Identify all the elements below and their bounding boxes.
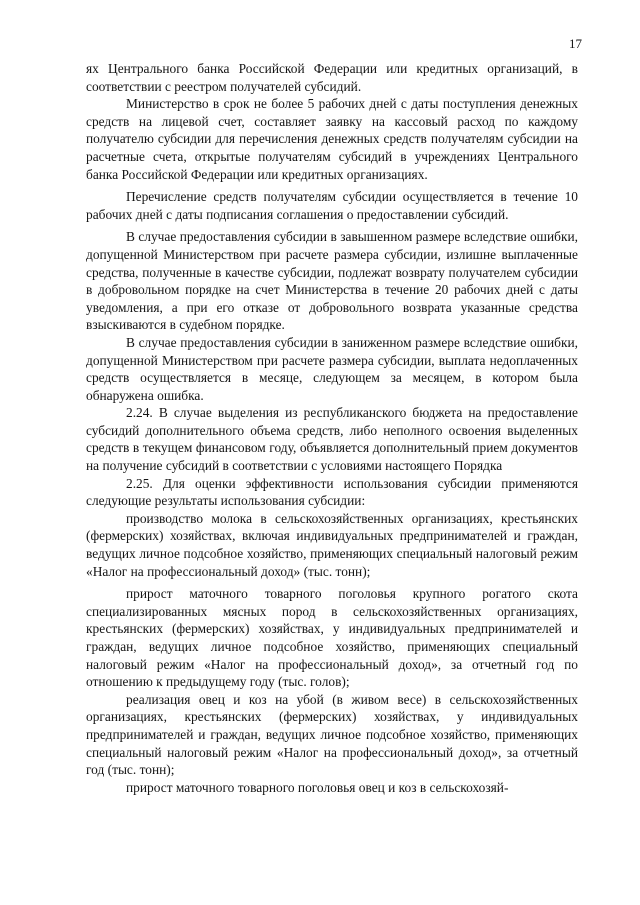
paragraph-continuation: ях Центрального банка Российской Федерации или кредитных организаций, в соответствии с реестром получателей субсидий. [86, 61, 578, 94]
paragraph-ministry-request: Министерство в срок не более 5 рабочих дней с даты поступления денежных средств на лицевой счет, составляет заявку на кассовый расход по каждому получателю субсидии для перечисления денежных средств получателям субсидии на расчетные счета, открытые получателям субсидий в учреждениях Центрального банка Российской Федерации или кредитных организациях. [86, 96, 578, 182]
result-sheep-goat-growth: прирост маточного товарного поголовья овец и коз в сельскохозяй- [126, 779, 509, 795]
result-milk-production: производство молока в сельскохозяйственных организациях, крестьянских (фермерских) хозяйствах, включая индивидуальных предпринимателей и граждан, ведущих личное подсобное хозяйство, применяющих специальный налоговый режим «Налог на профессиональный доход» (тыс. тонн); [86, 510, 578, 579]
paragraph-2-25: 2.25. Для оценки эффективности использования субсидии применяются следующие результаты использования субсидии: [86, 475, 578, 509]
document-body [86, 60, 578, 796]
paragraph-overpayment: В случае предоставления субсидии в завышенном размере вследствие ошибки, допущенной Министерством при расчете размера субсидии, излишне выплаченные средства, полученные в качестве субсидии, подлежат возврату получателем субсидии в добровольном порядке на счет Министерства в течение 20 рабочих дней с даты уведомления, а при его отказе от добровольного возврата указанные средства взыскиваются в судебном порядке. [86, 229, 578, 333]
page-number: 17 [569, 36, 582, 51]
paragraph-2-24: 2.24. В случае выделения из республиканского бюджета на предоставление субсидий дополнительного объема средств, либо неполного освоения выделенных средств в текущем финансовом году, объявляется дополнительный прием документов на получение субсидий в соответствии с условиями настоящего Порядка [86, 405, 578, 474]
result-cattle-growth: прирост маточного товарного поголовья крупного рогатого скота специализированных мясных пород в сельскохозяйственных организациях, крестьянских (фермерских) хозяйствах, у индивидуальных предпринимателей и граждан, ведущих личное подсобное хозяйство, применяющих специальный налоговый режим «Налог на профессиональный доход», за отчетный год по отношению к предыдущему году (тыс. голов); [86, 586, 578, 690]
paragraph-underpayment: В случае предоставления субсидии в заниженном размере вследствие ошибки, допущенной Министерством при расчете размера субсидии, выплата недоплаченных средств осуществляется в месяце, следующем за месяцем, в котором была обнаружена ошибка. [86, 334, 578, 403]
result-sheep-goat-sales: реализация овец и коз на убой (в живом весе) в сельскохозяйственных организациях, крестьянских (фермерских) хозяйствах, у индивидуальных предпринимателей и граждан, ведущих личное подсобное хозяйство, применяющих специальный налоговый режим «Налог на профессиональный доход», за отчетный год (тыс. тонн); [86, 691, 578, 778]
paragraph-transfer-term: Перечисление средств получателям субсидии осуществляется в течение 10 рабочих дней с даты подписания соглашения о предоставлении субсидий. [86, 189, 578, 222]
